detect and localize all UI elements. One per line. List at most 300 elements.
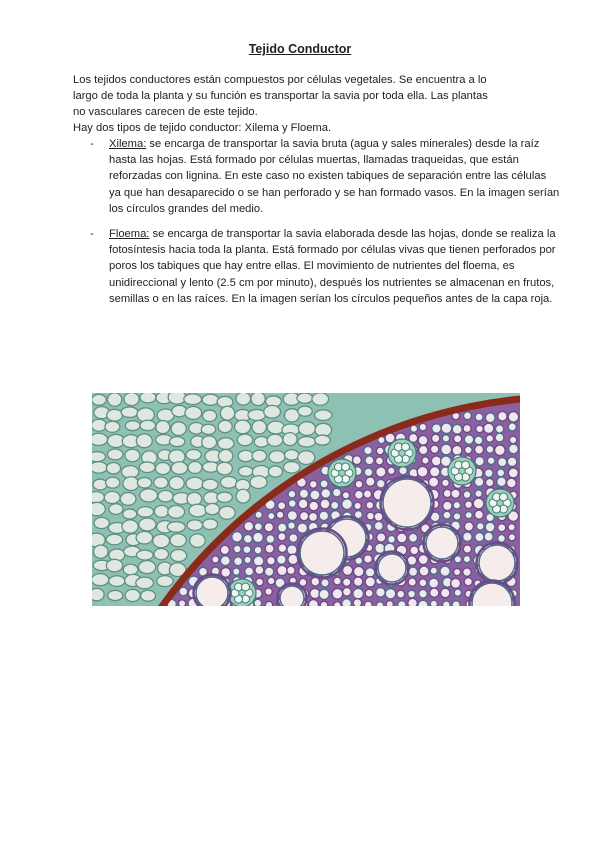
conductor-types-list bbox=[90, 136, 560, 316]
parenchyma-cell bbox=[309, 501, 319, 511]
cortex-cell bbox=[93, 479, 107, 490]
parenchyma-cell bbox=[397, 590, 405, 598]
parenchyma-cell bbox=[265, 588, 272, 595]
parenchyma-cell bbox=[477, 523, 485, 531]
parenchyma-cell bbox=[451, 489, 460, 498]
cortex-cell bbox=[154, 505, 168, 517]
parenchyma-cell bbox=[410, 425, 417, 432]
cortex-cell bbox=[125, 449, 140, 462]
cortex-cell bbox=[157, 576, 173, 587]
parenchyma-cell bbox=[264, 523, 273, 532]
phloem-cell bbox=[462, 461, 470, 469]
parenchyma-cell bbox=[452, 601, 460, 606]
cortex-cell bbox=[283, 433, 297, 446]
parenchyma-cell bbox=[244, 521, 254, 531]
cortex-cell bbox=[94, 545, 108, 558]
parenchyma-cell bbox=[443, 489, 451, 497]
parenchyma-cell bbox=[463, 424, 471, 432]
cortex-cell bbox=[155, 463, 170, 475]
bullet-dash: - bbox=[90, 138, 94, 150]
parenchyma-cell bbox=[277, 555, 286, 564]
parenchyma-cell bbox=[376, 588, 386, 598]
parenchyma-cell bbox=[441, 588, 451, 598]
cortex-cell bbox=[190, 534, 206, 547]
cortex-cell bbox=[205, 503, 220, 514]
cortex-cell bbox=[201, 424, 215, 434]
term-xilema: Xilema: bbox=[109, 138, 147, 150]
parenchyma-cell bbox=[422, 457, 429, 464]
parenchyma-cell bbox=[430, 500, 439, 509]
parenchyma-cell bbox=[419, 566, 429, 576]
parenchyma-cell bbox=[507, 478, 517, 488]
parenchyma-cell bbox=[508, 412, 519, 423]
parenchyma-cell bbox=[453, 513, 461, 521]
parenchyma-cell bbox=[464, 435, 473, 444]
parenchyma-cell bbox=[507, 457, 517, 467]
parenchyma-cell bbox=[485, 478, 493, 486]
parenchyma-cell bbox=[486, 445, 494, 453]
parenchyma-cell bbox=[365, 577, 375, 587]
parenchyma-cell bbox=[265, 601, 272, 606]
parenchyma-cell bbox=[355, 480, 363, 488]
parenchyma-cell bbox=[299, 489, 308, 498]
parenchyma-cell bbox=[342, 499, 353, 510]
cortex-cell bbox=[235, 420, 251, 434]
cortex-cell bbox=[125, 589, 140, 601]
xylem-vessel bbox=[479, 545, 515, 581]
intro-paragraph bbox=[73, 72, 543, 136]
cortex-cell bbox=[264, 405, 281, 418]
parenchyma-cell bbox=[254, 546, 262, 554]
cortex-cell bbox=[136, 550, 153, 560]
parenchyma-cell bbox=[388, 535, 396, 543]
cortex-cell bbox=[92, 492, 104, 503]
parenchyma-cell bbox=[417, 466, 428, 477]
parenchyma-cell bbox=[288, 522, 296, 530]
cortex-cell bbox=[158, 490, 173, 502]
parenchyma-cell bbox=[342, 492, 349, 499]
parenchyma-cell bbox=[509, 444, 519, 454]
parenchyma-cell bbox=[476, 425, 484, 433]
cortex-cell bbox=[109, 576, 125, 587]
cortex-cell bbox=[124, 393, 139, 406]
parenchyma-cell bbox=[309, 480, 317, 488]
parenchyma-cell bbox=[354, 490, 363, 499]
parenchyma-cell bbox=[441, 423, 452, 434]
parenchyma-cell bbox=[453, 568, 460, 575]
cortex-cell bbox=[106, 534, 123, 545]
parenchyma-cell bbox=[254, 523, 262, 531]
xylem-vessel bbox=[300, 531, 344, 575]
parenchyma-cell bbox=[374, 521, 383, 530]
cortex-cell bbox=[107, 409, 123, 421]
parenchyma-cell bbox=[484, 532, 493, 541]
parenchyma-cell bbox=[464, 578, 472, 586]
parenchyma-cell bbox=[353, 588, 364, 599]
cortex-cell bbox=[106, 477, 120, 488]
parenchyma-cell bbox=[331, 501, 339, 509]
cortex-cell bbox=[217, 462, 233, 475]
intro-line: largo de toda la planta y su función es transportar la savia por toda ella. Las plantas bbox=[73, 90, 488, 102]
parenchyma-cell bbox=[365, 589, 373, 597]
parenchyma-cell bbox=[442, 435, 449, 442]
cortex-cell bbox=[92, 574, 109, 586]
cortex-cell bbox=[184, 394, 202, 405]
parenchyma-cell bbox=[298, 499, 308, 509]
cortex-cell bbox=[297, 393, 313, 403]
parenchyma-cell bbox=[475, 413, 483, 421]
cortex-cell bbox=[189, 504, 207, 517]
parenchyma-cell bbox=[332, 588, 343, 599]
cortex-cell bbox=[267, 434, 283, 446]
cortex-cell bbox=[315, 435, 331, 445]
cortex-cell bbox=[202, 394, 219, 405]
cortex-cell bbox=[136, 531, 153, 544]
parenchyma-cell bbox=[464, 522, 473, 531]
cortex-cell bbox=[238, 450, 253, 461]
intro-line: Hay dos tipos de tejido conductor: Xilema y Floema. bbox=[73, 122, 332, 134]
cortex-cell bbox=[203, 410, 217, 421]
parenchyma-cell bbox=[320, 480, 328, 488]
parenchyma-cell bbox=[443, 501, 452, 510]
parenchyma-cell bbox=[333, 577, 341, 585]
parenchyma-cell bbox=[232, 532, 243, 543]
cortex-cell bbox=[188, 461, 202, 473]
cortex-cell bbox=[170, 549, 186, 561]
cortex-cell bbox=[170, 534, 186, 547]
parenchyma-cell bbox=[443, 601, 451, 606]
cortex-cell bbox=[92, 462, 107, 473]
parenchyma-cell bbox=[352, 456, 361, 465]
cortex-cell bbox=[186, 477, 204, 490]
parenchyma-cell bbox=[334, 602, 341, 606]
cortex-cell bbox=[121, 407, 138, 418]
parenchyma-cell bbox=[354, 566, 364, 576]
parenchyma-cell bbox=[463, 568, 471, 576]
parenchyma-cell bbox=[245, 567, 254, 576]
parenchyma-cell bbox=[342, 599, 352, 606]
parenchyma-cell bbox=[408, 598, 418, 606]
cortex-cell bbox=[169, 476, 184, 489]
cortex-cell bbox=[298, 437, 316, 447]
parenchyma-cell bbox=[485, 413, 495, 423]
parenchyma-cell bbox=[429, 578, 439, 588]
cortex-cell bbox=[315, 410, 332, 421]
term-floema: Floema: bbox=[109, 228, 150, 241]
cortex-cell bbox=[238, 466, 253, 476]
cortex-cell bbox=[136, 434, 152, 448]
floema-description: se encarga de transportar la savia elaborada desde las hojas, donde se realiza la fotosíntesis hacia toda la planta. Está formado por células vivas que tienen perforados por poros los tabiques que hay entre ellas. El movimiento de nutrientes del floema, es unidireccional y lento (2.5 cm por minuto), después los nutrientes se almacenan en frutos, semillas o en las raíces. En la imagen serían los círculos pequeños antes de la capa roja. bbox=[109, 228, 556, 305]
parenchyma-cell bbox=[430, 567, 437, 574]
parenchyma-cell bbox=[254, 599, 262, 606]
cortex-cell bbox=[92, 452, 105, 462]
parenchyma-cell bbox=[498, 411, 508, 421]
cortex-cell bbox=[203, 519, 218, 530]
cortex-cell bbox=[236, 393, 251, 405]
parenchyma-cell bbox=[320, 601, 328, 606]
cortex-cell bbox=[137, 408, 154, 422]
parenchyma-cell bbox=[463, 532, 472, 541]
page-title: Tejido Conductor bbox=[248, 42, 352, 56]
cortex-cell bbox=[171, 462, 187, 475]
parenchyma-cell bbox=[255, 566, 264, 575]
xilema-description: se encarga de transportar la savia bruta (agua y sales minerales) desde la raíz hasta las hojas. Está formado por células muertas, llamadas traqueidas, que están reforzadas con lignina. En este caso no existen tabiques de separación entre las células ya que han desaparecido o se han perforado y se han formado vasos. En la imagen serían los círculos grandes del medio. bbox=[109, 138, 560, 215]
cortex-cell bbox=[123, 509, 137, 519]
cortex-cell bbox=[285, 409, 300, 422]
parenchyma-cell bbox=[288, 490, 296, 498]
cortex-cell bbox=[219, 506, 235, 519]
parenchyma-cell bbox=[364, 468, 372, 476]
parenchyma-cell bbox=[376, 447, 384, 455]
phloem-cell bbox=[402, 443, 410, 451]
cortex-cell bbox=[153, 534, 170, 547]
parenchyma-cell bbox=[418, 600, 428, 606]
parenchyma-cell bbox=[442, 479, 450, 487]
cortex-cell bbox=[123, 477, 139, 491]
parenchyma-cell bbox=[343, 587, 352, 596]
cortex-cell bbox=[140, 393, 156, 403]
cortex-cell bbox=[120, 493, 136, 506]
parenchyma-cell bbox=[453, 501, 461, 509]
parenchyma-cell bbox=[495, 425, 503, 433]
cortex-cell bbox=[137, 507, 153, 517]
xylem-vessel bbox=[383, 479, 431, 527]
parenchyma-cell bbox=[385, 588, 395, 598]
cortex-cell bbox=[217, 396, 233, 407]
parenchyma-cell bbox=[430, 467, 440, 477]
cortex-cell bbox=[139, 462, 155, 473]
parenchyma-cell bbox=[497, 469, 505, 477]
parenchyma-cell bbox=[419, 423, 427, 431]
parenchyma-cell bbox=[484, 423, 494, 433]
parenchyma-cell bbox=[430, 445, 438, 453]
cortex-cell bbox=[202, 479, 218, 490]
cortex-cell bbox=[92, 502, 105, 515]
parenchyma-cell bbox=[256, 578, 264, 586]
cortex-cell bbox=[92, 394, 106, 405]
parenchyma-cell bbox=[376, 533, 385, 542]
parenchyma-cell bbox=[243, 534, 252, 543]
parenchyma-cell bbox=[366, 501, 374, 509]
parenchyma-cell bbox=[431, 434, 439, 442]
cortex-cell bbox=[168, 505, 185, 518]
parenchyma-cell bbox=[418, 555, 428, 565]
parenchyma-cell bbox=[311, 577, 320, 586]
parenchyma-cell bbox=[287, 566, 295, 574]
parenchyma-cell bbox=[287, 545, 297, 555]
cortex-cell bbox=[92, 419, 107, 431]
parenchyma-cell bbox=[451, 578, 461, 588]
cortex-cell bbox=[298, 451, 315, 465]
parenchyma-cell bbox=[376, 467, 386, 477]
parenchyma-cell bbox=[289, 534, 298, 543]
xylem-vessel bbox=[196, 577, 228, 606]
parenchyma-cell bbox=[220, 556, 230, 566]
cortex-cell bbox=[252, 450, 266, 462]
parenchyma-cell bbox=[452, 445, 462, 455]
parenchyma-cell bbox=[319, 589, 329, 599]
cortex-cell bbox=[269, 451, 285, 463]
parenchyma-cell bbox=[508, 423, 516, 431]
parenchyma-cell bbox=[419, 579, 427, 587]
parenchyma-cell bbox=[287, 510, 297, 520]
parenchyma-cell bbox=[454, 589, 461, 596]
cortex-cell bbox=[136, 577, 154, 589]
cortex-cell bbox=[254, 437, 268, 448]
parenchyma-cell bbox=[321, 579, 329, 587]
parenchyma-cell bbox=[465, 511, 472, 518]
list-item-xilema bbox=[90, 136, 560, 217]
parenchyma-cell bbox=[463, 545, 471, 553]
cortex-cell bbox=[154, 548, 168, 559]
parenchyma-cell bbox=[300, 512, 309, 521]
parenchyma-cell bbox=[408, 578, 416, 586]
parenchyma-cell bbox=[265, 544, 274, 553]
cortex-cell bbox=[237, 434, 252, 446]
parenchyma-cell bbox=[410, 546, 419, 555]
phloem-cell bbox=[242, 583, 250, 591]
cortex-cell bbox=[156, 421, 170, 434]
parenchyma-cell bbox=[464, 446, 472, 454]
xylem-vessel bbox=[426, 527, 458, 559]
parenchyma-cell bbox=[487, 457, 495, 465]
cortex-cell bbox=[218, 450, 233, 463]
cortex-cell bbox=[137, 477, 151, 488]
parenchyma-cell bbox=[376, 479, 385, 488]
parenchyma-cell bbox=[266, 535, 275, 544]
parenchyma-cell bbox=[267, 577, 275, 585]
parenchyma-cell bbox=[399, 466, 408, 475]
cortex-cell bbox=[283, 462, 300, 473]
parenchyma-cell bbox=[498, 524, 506, 532]
cortex-cell bbox=[202, 436, 217, 449]
cortex-cell bbox=[186, 449, 201, 460]
cortex-cell bbox=[122, 520, 138, 533]
cortex-cell bbox=[140, 489, 158, 502]
parenchyma-cell bbox=[443, 511, 451, 519]
cortex-cell bbox=[141, 590, 156, 601]
cortex-cell bbox=[185, 406, 202, 419]
parenchyma-cell bbox=[267, 556, 276, 565]
parenchyma-cell bbox=[320, 499, 330, 509]
parenchyma-cell bbox=[277, 565, 287, 575]
cortex-cell bbox=[187, 492, 202, 505]
cortex-cell bbox=[217, 492, 233, 502]
parenchyma-cell bbox=[364, 446, 372, 454]
parenchyma-cell bbox=[343, 565, 353, 575]
parenchyma-cell bbox=[308, 600, 318, 606]
cortex-cell bbox=[108, 393, 122, 406]
parenchyma-cell bbox=[508, 524, 515, 531]
cortex-cell bbox=[125, 421, 140, 431]
parenchyma-cell bbox=[310, 490, 320, 500]
cortex-cell bbox=[92, 433, 108, 445]
parenchyma-cell bbox=[265, 567, 274, 576]
parenchyma-cell bbox=[463, 555, 470, 562]
parenchyma-cell bbox=[495, 445, 506, 456]
cortex-cell bbox=[106, 559, 122, 572]
parenchyma-cell bbox=[498, 458, 507, 467]
parenchyma-cell bbox=[364, 601, 372, 606]
cortex-cell bbox=[312, 393, 329, 405]
intro-line: no vasculares carecen de este tejido. bbox=[73, 106, 258, 118]
parenchyma-cell bbox=[485, 522, 495, 532]
parenchyma-cell bbox=[419, 589, 428, 598]
parenchyma-cell bbox=[454, 435, 462, 443]
parenchyma-cell bbox=[475, 490, 482, 497]
cortex-cell bbox=[298, 406, 312, 416]
parenchyma-cell bbox=[486, 435, 494, 443]
parenchyma-cell bbox=[498, 535, 506, 543]
cortex-cell bbox=[109, 504, 123, 515]
parenchyma-cell bbox=[233, 545, 241, 553]
parenchyma-cell bbox=[353, 599, 362, 606]
phloem-cell bbox=[342, 463, 350, 471]
cortex-cell bbox=[167, 522, 185, 532]
cortex-cell bbox=[105, 421, 120, 432]
parenchyma-cell bbox=[255, 511, 262, 518]
parenchyma-cell bbox=[432, 424, 441, 433]
cortex-cell bbox=[220, 476, 236, 488]
parenchyma-cell bbox=[465, 501, 473, 509]
parenchyma-cell bbox=[475, 445, 484, 454]
parenchyma-cell bbox=[221, 567, 231, 577]
parenchyma-cell bbox=[441, 444, 452, 455]
parenchyma-cell bbox=[366, 477, 375, 486]
parenchyma-cell bbox=[243, 546, 251, 554]
parenchyma-cell bbox=[419, 445, 428, 454]
parenchyma-cell bbox=[474, 510, 483, 519]
parenchyma-cell bbox=[388, 467, 396, 475]
parenchyma-cell bbox=[278, 502, 286, 510]
parenchyma-cell bbox=[409, 533, 418, 542]
cortex-cell bbox=[140, 420, 156, 430]
parenchyma-cell bbox=[354, 502, 361, 509]
parenchyma-cell bbox=[474, 436, 483, 445]
parenchyma-cell bbox=[220, 545, 229, 554]
parenchyma-cell bbox=[397, 533, 407, 543]
cortex-cell bbox=[284, 450, 298, 461]
parenchyma-cell bbox=[278, 533, 286, 541]
cortex-cell bbox=[250, 476, 267, 489]
micrograph-icon bbox=[92, 393, 520, 606]
cortex-cell bbox=[218, 420, 232, 432]
xylem-vessel bbox=[280, 586, 304, 606]
cortex-cell bbox=[138, 561, 155, 574]
cortex-cell bbox=[104, 491, 120, 503]
cortex-cell bbox=[139, 518, 156, 531]
parenchyma-cell bbox=[364, 555, 373, 564]
parenchyma-cell bbox=[343, 578, 351, 586]
parenchyma-cell bbox=[431, 456, 441, 466]
parenchyma-cell bbox=[253, 532, 263, 542]
parenchyma-cell bbox=[363, 490, 371, 498]
parenchyma-cell bbox=[429, 477, 439, 487]
parenchyma-cell bbox=[268, 512, 275, 519]
parenchyma-cell bbox=[474, 477, 483, 486]
xylem-vessel bbox=[378, 554, 406, 582]
parenchyma-cell bbox=[365, 568, 374, 577]
parenchyma-cell bbox=[398, 601, 406, 606]
cortex-cell bbox=[108, 590, 123, 600]
micrograph-image bbox=[92, 393, 520, 606]
parenchyma-cell bbox=[288, 500, 296, 508]
parenchyma-cell bbox=[508, 534, 515, 541]
parenchyma-cell bbox=[473, 498, 484, 509]
parenchyma-cell bbox=[276, 511, 284, 519]
parenchyma-cell bbox=[365, 456, 374, 465]
parenchyma-cell bbox=[408, 590, 416, 598]
